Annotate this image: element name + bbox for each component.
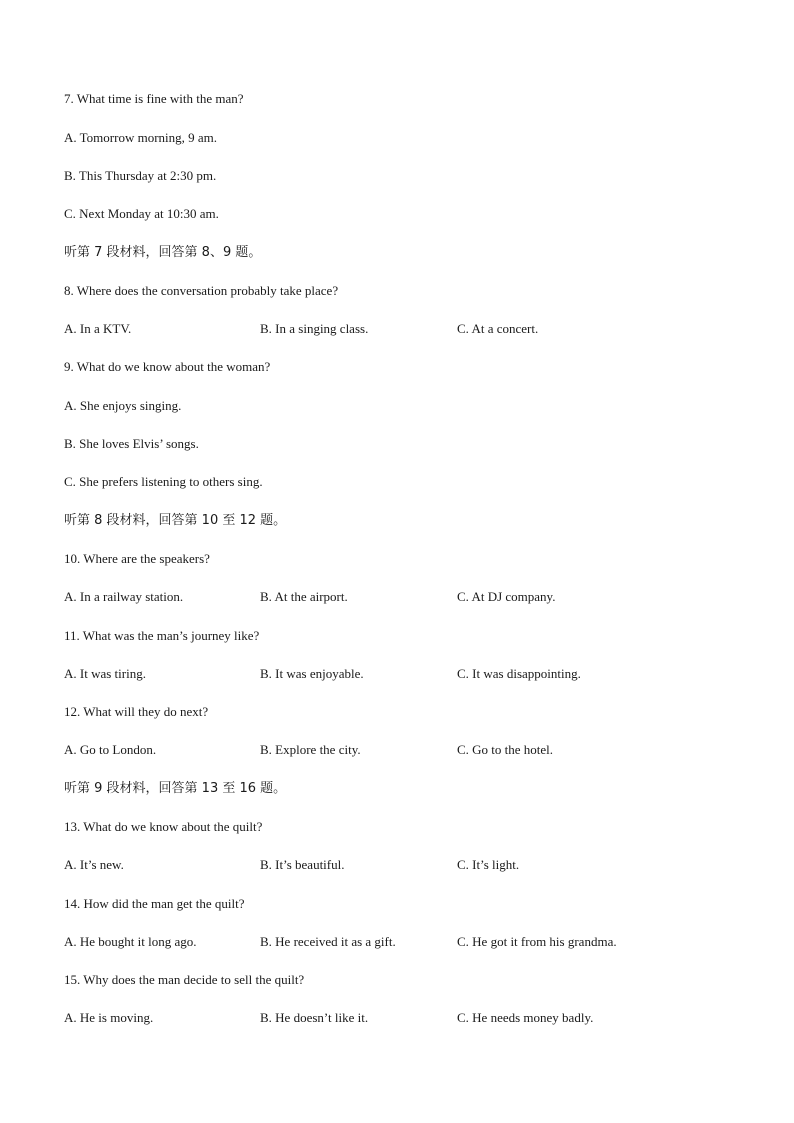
- question-15-option-b: B. He doesn’t like it.: [260, 1010, 369, 1025]
- question-11-option-a: A. It was tiring.: [64, 666, 146, 681]
- question-13-option-c: C. It’s light.: [457, 857, 520, 872]
- question-8-stem: 8. Where does the conversation probably take place?: [64, 283, 339, 298]
- question-13-stem: 13. What do we know about the quilt?: [64, 819, 263, 834]
- section-8-instruction: 听第 8 段材料，回答第 10 至 12 题。: [64, 513, 287, 528]
- question-14-options: [64, 933, 744, 951]
- question-15-options: [64, 1009, 744, 1027]
- question-9-option-b: B. She loves Elvis’ songs.: [64, 436, 199, 451]
- question-9-stem: 9. What do we know about the woman?: [64, 359, 271, 374]
- question-9-option-c: C. She prefers listening to others sing.: [64, 474, 263, 489]
- question-14-option-a: A. He bought it long ago.: [64, 934, 197, 949]
- question-8-option-b: B. In a singing class.: [260, 321, 369, 336]
- section-7-instruction: 听第 7 段材料，回答第 8、9 题。: [64, 245, 262, 260]
- question-12-option-c: C. Go to the hotel.: [457, 742, 554, 757]
- question-13-option-a: A. It’s new.: [64, 857, 124, 872]
- question-13-option-b: B. It’s beautiful.: [260, 857, 345, 872]
- question-12-stem: 12. What will they do next?: [64, 704, 209, 719]
- question-10-options: [64, 588, 744, 606]
- question-10-stem: 10. Where are the speakers?: [64, 551, 210, 566]
- question-15-stem: 15. Why does the man decide to sell the quilt?: [64, 972, 305, 987]
- question-8-option-a: A. In a KTV.: [64, 321, 132, 336]
- question-11-stem: 11. What was the man’s journey like?: [64, 628, 260, 643]
- question-7-option-a: A. Tomorrow morning, 9 am.: [64, 130, 218, 145]
- question-7-option-b: B. This Thursday at 2:30 pm.: [64, 168, 217, 183]
- question-10-option-b: B. At the airport.: [260, 589, 348, 604]
- question-12-option-b: B. Explore the city.: [260, 742, 361, 757]
- question-15-option-c: C. He needs money badly.: [457, 1010, 594, 1025]
- question-10-option-c: C. At DJ company.: [457, 589, 556, 604]
- question-14-option-b: B. He received it as a gift.: [260, 934, 396, 949]
- question-12-options: [64, 741, 744, 759]
- question-14-option-c: C. He got it from his grandma.: [457, 934, 617, 949]
- question-15-option-a: A. He is moving.: [64, 1010, 154, 1025]
- question-12-option-a: A. Go to London.: [64, 742, 157, 757]
- question-11-option-c: C. It was disappointing.: [457, 666, 581, 681]
- question-14-stem: 14. How did the man get the quilt?: [64, 896, 245, 911]
- question-7-stem: 7. What time is fine with the man?: [64, 91, 244, 106]
- question-11-option-b: B. It was enjoyable.: [260, 666, 364, 681]
- question-8-options: [64, 320, 744, 338]
- question-9-option-a: A. She enjoys singing.: [64, 398, 182, 413]
- section-9-instruction: 听第 9 段材料，回答第 13 至 16 题。: [64, 781, 287, 796]
- question-7-option-c: C. Next Monday at 10:30 am.: [64, 206, 219, 221]
- question-11-options: [64, 665, 744, 683]
- question-8-option-c: C. At a concert.: [457, 321, 539, 336]
- question-10-option-a: A. In a railway station.: [64, 589, 184, 604]
- question-13-options: [64, 856, 744, 874]
